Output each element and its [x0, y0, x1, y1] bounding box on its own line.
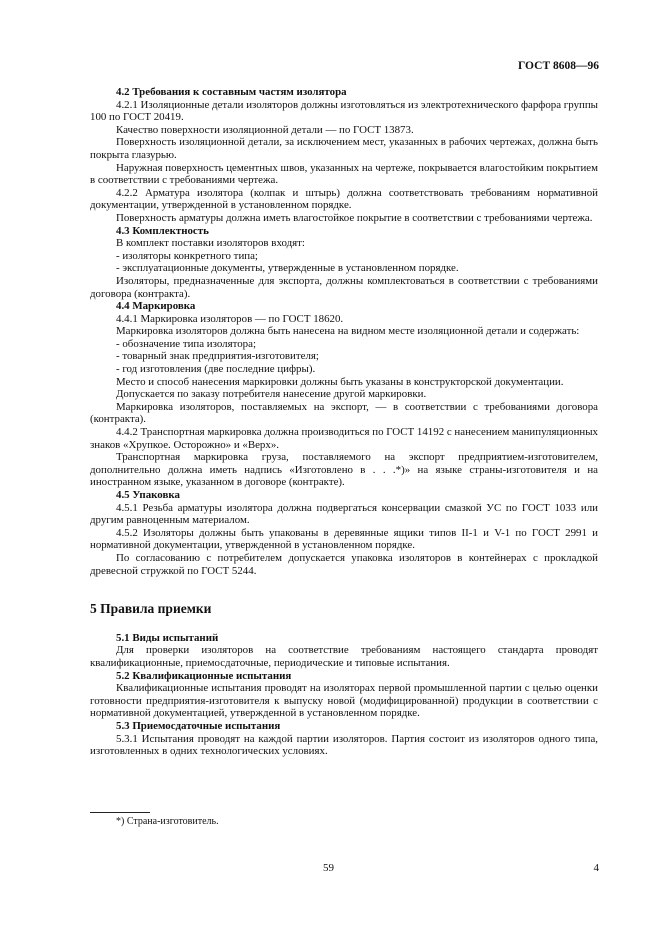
paragraph: Поверхность изоляционной детали, за исключением мест, указанных в рабочих чертежах, должна быть покрыта глазурью. [90, 136, 598, 161]
paragraph: Место и способ нанесения маркировки должны быть указаны в конструкторской документации. [116, 375, 564, 388]
page-number-right: 4 [593, 862, 599, 874]
subsection-heading: 4.4 Маркировка [116, 300, 196, 313]
paragraph: 4.2.1 Изоляционные детали изоляторов должны изготовляться из электротехнического фарфора группы 100 по ГОСТ 20419. [90, 98, 598, 124]
paragraph: 4.4.1 Маркировка изоляторов — по ГОСТ 18620. [116, 312, 344, 325]
paragraph: Качество поверхности изоляционной детали — по ГОСТ 13873. [116, 123, 414, 136]
section-heading: 5 Правила приемки [90, 601, 212, 617]
subsection-heading: 5.2 Квалификационные испытания [116, 669, 292, 682]
document-body [90, 86, 598, 758]
subsection-heading: 5.3 Приемосдаточные испытания [116, 719, 281, 732]
page-number-center: 59 [323, 862, 334, 874]
subsection-heading: 4.3 Комплектность [116, 224, 209, 237]
subsection-heading: 4.2 Требования к составным частям изолятора [116, 86, 347, 98]
subsection-heading: 5.1 Виды испытаний [116, 631, 219, 644]
paragraph: - обозначение типа изолятора; [116, 337, 256, 350]
paragraph: Наружная поверхность цементных швов, указанных на чертеже, покрывается влагостойким покрытием в соответствии с требованиями чертежа. [90, 161, 598, 187]
paragraph: 5.3.1 Испытания проводят на каждой партии изоляторов. Партия состоит из изоляторов одного типа, изготовленных в одних технологических условиях. [90, 732, 598, 758]
paragraph: Транспортная маркировка груза, поставляемого на экспорт предприятием-изготовителем, дополнительно должна иметь надпись «Изготовлено в . . .*)» на языке страны-изготовителя и на иностранном языке, указанном в договоре (контракте). [90, 451, 598, 489]
paragraph: Для проверки изоляторов на соответствие требованиям настоящего стандарта проводят квалификационные, приемосдаточные, периодические и типовые испытания. [90, 644, 598, 669]
paragraph: Допускается по заказу потребителя нанесение другой маркировки. [116, 388, 427, 401]
paragraph: - год изготовления (две последние цифры). [116, 363, 316, 376]
paragraph: 4.4.2 Транспортная маркировка должна производиться по ГОСТ 14192 с нанесением манипуляционных знаков «Хрупкое. Осторожно» и «Верх». [90, 426, 598, 451]
footnote-divider [90, 812, 150, 813]
subsection-heading: 4.5 Упаковка [116, 489, 180, 501]
paragraph: Поверхность арматуры должна иметь влагостойкое покрытие в соответствии с требованиями чертежа. [116, 211, 593, 224]
paragraph: Маркировка изоляторов должна быть нанесена на видном месте изоляционной детали и содержать: [116, 325, 580, 338]
paragraph: В комплект поставки изоляторов входят: [116, 237, 305, 250]
paragraph: - изоляторы конкретного типа; [116, 249, 258, 262]
paragraph: 4.5.1 Резьба арматуры изолятора должна подвергаться консервации смазкой УС по ГОСТ 1033 или другим равноценным материалом. [90, 501, 598, 527]
document-header: ГОСТ 8608—96 [518, 60, 599, 72]
paragraph: Квалификационные испытания проводят на изоляторах первой промышленной партии с целью оценки готовности предприятия-изготовителя к выпуску новой (модифицированной) продукции в соответствии с нормативной документацией, утвержденной в установленном порядке. [90, 682, 598, 720]
paragraph: 4.5.2 Изоляторы должны быть упакованы в деревянные ящики типов II-1 и V-1 по ГОСТ 2991 и нормативной документации, утвержденной в установленном порядке. [90, 526, 598, 552]
paragraph: Маркировка изоляторов, поставляемых на экспорт, — в соответствии с требованиями договора (контракта). [90, 400, 598, 426]
paragraph: - товарный знак предприятия-изготовителя; [116, 350, 319, 363]
paragraph: По согласованию с потребителем допускается упаковка изоляторов в контейнерах с прокладкой древесной стружкой по ГОСТ 5244. [90, 551, 598, 577]
paragraph: Изоляторы, предназначенные для экспорта, должны комплектоваться в соответствии с требованиями договора (контракта). [90, 274, 598, 300]
footnote: *) Страна-изготовитель. [116, 816, 219, 827]
paragraph: - эксплуатационные документы, утвержденные в установленном порядке. [116, 262, 459, 275]
paragraph: 4.2.2 Арматура изолятора (колпак и штырь) должна соответствовать требованиям нормативной документации, утвержденной в установленном порядке. [90, 186, 598, 212]
